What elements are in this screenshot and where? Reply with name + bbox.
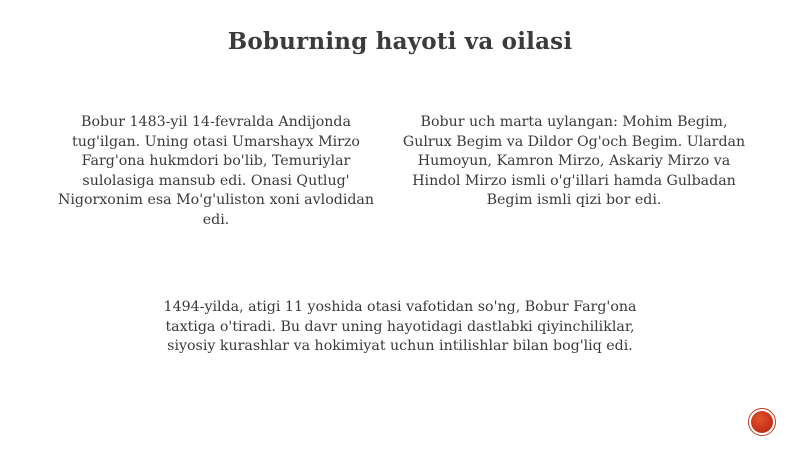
next-slide-button[interactable] [748, 408, 776, 436]
paragraph-birth: Bobur 1483-yil 14-fevralda Andijonda tug'ilgan. Uning otasi Umarshayx Mirzo Farg'ona hukmdori bo'lib, Temuriylar sulolasiga mansub edi. Onasi Qutlug' Nigorxonim esa Mo'g'uliston xoni avlodidan edi. [57, 114, 375, 228]
circle-button-icon [751, 411, 773, 433]
paragraph-family: Bobur uch marta uylangan: Mohim Begim, Gulrux Begim va Dildor Og'och Begim. Ulardan Humoyun, Kamron Mirzo, Askariy Mirzo va Hindol Mirzo ismli o'g'illari hamda Gulbadan Begim ismli qizi bor edi. [402, 114, 746, 208]
paragraph-throne: 1494-yilda, atigi 11 yoshida otasi vafotidan so'ng, Bobur Farg'ona taxtiga o'tiradi. Bu davr uning hayotidagi dastlabki qiyinchiliklar, siyosiy kurashlar va hokimiyat uchun intilishlar bilan bog'liq edi. [163, 299, 637, 354]
slide-title: Boburning hayoti va oilasi [227, 28, 573, 55]
